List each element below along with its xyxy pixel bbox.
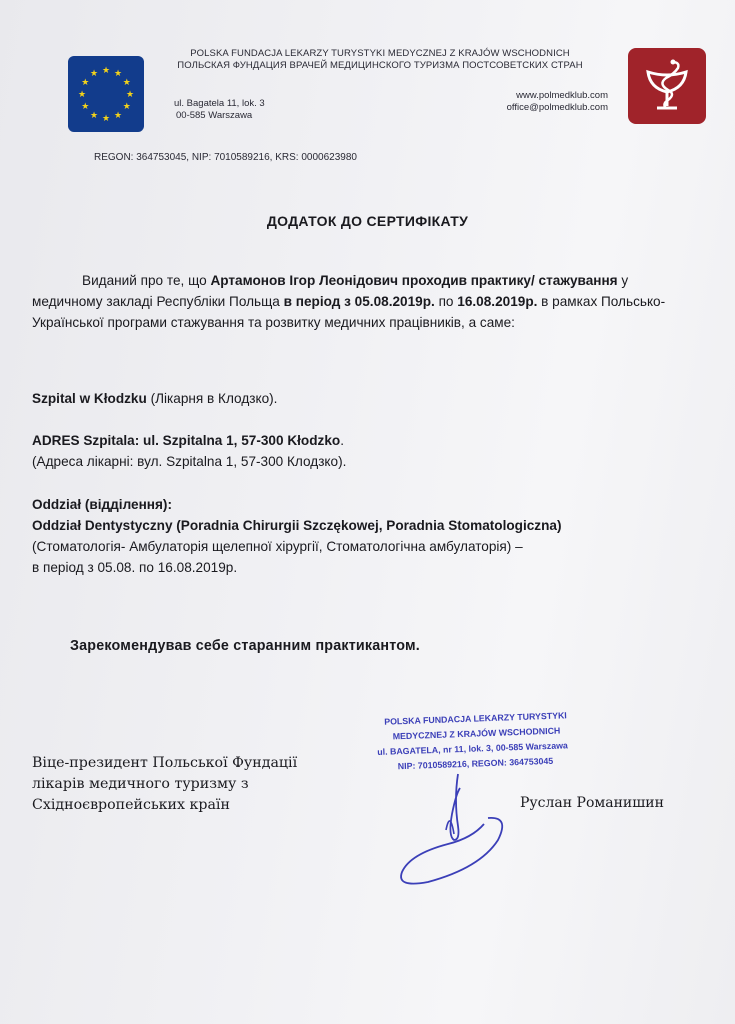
statement-practice: проходив практику/: [398, 273, 535, 288]
document-title: ДОДАТОК ДО СЕРТИФІКАТУ: [266, 213, 469, 229]
hospital-name-polish: Szpital w Kłodzku: [32, 391, 147, 406]
org-name-polish: POLSKA FUNDACJA LEKARZY TURYSTYKI MEDYCZNEJ Z KRAJÓW WSCHODNICH: [190, 48, 570, 59]
eu-star-icon: ★: [114, 109, 123, 120]
hospital-address-polish: ADRES Szpitala: ul. Szpitalna 1, 57-300 Kłodzko: [32, 433, 341, 448]
registry-numbers: REGON: 364753045, NIP: 7010589216, KRS: 0000623980: [94, 152, 357, 163]
eu-star-icon: ★: [90, 68, 99, 79]
hospital-name-translation: (Лікарня в Клодзко).: [146, 391, 278, 406]
position-line-1: Віце-президент Польської Фундації: [32, 755, 298, 771]
statement-to: по: [434, 294, 458, 309]
eu-star-icon: ★: [102, 113, 111, 123]
signatory-position: [32, 753, 352, 816]
period-start: в період з 05.08.2019р.: [283, 294, 435, 309]
eu-star-icon: ★: [81, 101, 90, 111]
stamp-line-4: NIP: 7010589216, REGON: 364753045: [397, 755, 554, 772]
bowl-of-hygieia-icon: [628, 48, 706, 124]
eu-star-icon: ★: [114, 68, 123, 79]
certificate-statement: [32, 270, 692, 333]
stamp-line-3: ul. BAGATELA, nr 11, lok. 3, 00-585 Warszawa: [377, 740, 569, 757]
department-label: Oddział (відділення):: [32, 497, 172, 512]
address-line-1: ul. Bagatela 11, lok. 3: [174, 98, 265, 109]
eu-star-icon: ★: [126, 89, 135, 99]
position-line-2: лікарів медичного туризму з: [32, 776, 249, 792]
position-line-3: Східноєвропейських країн: [32, 797, 230, 813]
hospital-address: [32, 430, 692, 472]
hospital-name: [32, 388, 692, 409]
org-name-russian: ПОЛЬСКАЯ ФУНДАЦИЯ ВРАЧЕЙ МЕДИЦИНСКОГО ТУРИЗМА ПОСТСОВЕТСКИХ СТРАН: [177, 60, 583, 71]
hospital-address-dot: .: [340, 433, 344, 448]
statement-intro: Виданий про те, що: [82, 273, 211, 288]
organization-stamp: [376, 707, 618, 775]
eu-star-icon: ★: [102, 65, 111, 75]
eu-star-icon: ★: [78, 89, 87, 99]
department-translation: (Стоматологія- Амбулаторія щелепної хірургії, Стоматологічна амбулаторія) –: [32, 539, 523, 554]
period-end: 16.08.2019р.: [457, 294, 538, 309]
trainee-name: Артамонов Ігор Леонідович: [210, 273, 398, 288]
eu-flag-icon: [68, 56, 144, 132]
department-block: [32, 494, 702, 578]
department-period: в період з 05.08. по 16.08.2019р.: [32, 560, 238, 575]
signatory-name: Руслан Романишин: [520, 795, 664, 811]
hospital-address-translation: (Адреса лікарні: вул. Szpitalna 1, 57-300 Клодзко).: [32, 454, 347, 469]
organization-address: [174, 98, 265, 122]
email-link[interactable]: office@polmedklub.com: [506, 102, 608, 113]
eu-star-icon: ★: [122, 77, 131, 87]
handwritten-signature: [388, 770, 518, 890]
statement-institution: у медичному закладі Республіки Польща: [32, 273, 629, 309]
eu-star-icon: ★: [122, 101, 131, 111]
organization-contacts: [478, 90, 608, 114]
eu-star-icon: ★: [90, 109, 99, 120]
organization-name: [160, 48, 600, 72]
recommendation: Зарекомендував себе старанним практикантом.: [70, 638, 420, 654]
address-line-2: 00-585 Warszawa: [176, 110, 253, 121]
stamp-line-2: MEDYCZNEJ Z KRAJÓW WSCHODNICH: [392, 725, 561, 742]
department-name: Oddział Dentystyczny (Poradnia Chirurgii Szczękowej, Poradnia Stomatologiczna): [32, 518, 562, 533]
eu-star-icon: ★: [81, 77, 90, 87]
website-link[interactable]: www.polmedklub.com: [516, 90, 608, 101]
stamp-line-1: POLSKA FUNDACJA LEKARZY TURYSTYKI: [384, 710, 567, 727]
statement-program: в рамках Польсько-Української програми стажування та розвитку медичних працівників, а саме:: [32, 294, 666, 330]
statement-internship: стажування: [538, 273, 618, 288]
